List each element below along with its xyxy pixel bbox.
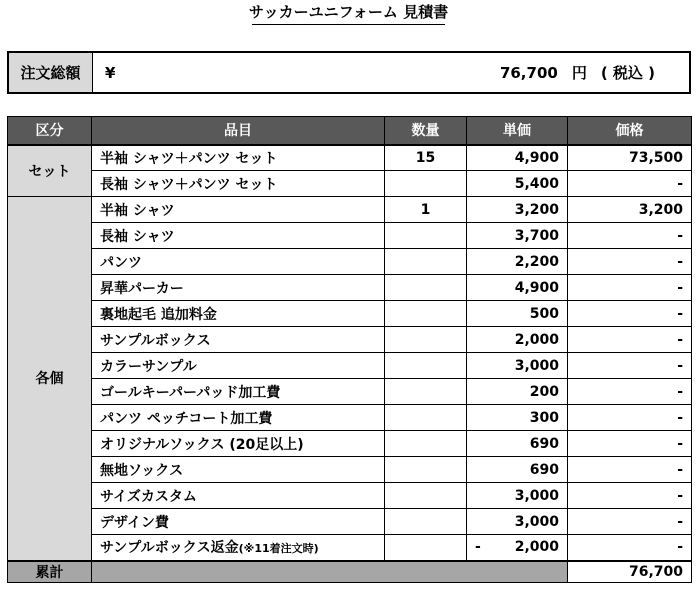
- summary-total: 76,700: [568, 561, 692, 583]
- quantity-cell: [385, 535, 467, 561]
- table-row: [8, 145, 692, 171]
- quantity-cell: [385, 171, 467, 197]
- unit-price-cell: [467, 483, 568, 509]
- table-row: [8, 353, 692, 379]
- unit-price-value: 2,000: [514, 331, 559, 348]
- order-total-box: [7, 51, 691, 94]
- quote-table: [7, 116, 692, 583]
- document-title: サッカーユニフォーム 見積書: [248, 3, 449, 21]
- unit-price-cell: [467, 275, 568, 301]
- price-cell: -: [568, 301, 692, 327]
- category-cell: 各個: [8, 197, 92, 561]
- header-quantity: 数量: [385, 117, 467, 145]
- quantity-cell: 15: [385, 145, 467, 171]
- item-cell: [92, 249, 385, 275]
- price-cell: -: [568, 327, 692, 353]
- item-cell: [92, 353, 385, 379]
- table-row: [8, 405, 692, 431]
- order-total-amount: 76,700: [499, 63, 558, 82]
- quantity-cell: [385, 301, 467, 327]
- unit-price-value: 200: [529, 383, 559, 400]
- unit-price-value: 3,000: [514, 357, 559, 374]
- item-name: 長袖 シャツ: [100, 228, 175, 245]
- item-cell: [92, 327, 385, 353]
- price-cell: -: [568, 509, 692, 535]
- unit-price-value: 3,000: [514, 487, 559, 504]
- quantity-cell: [385, 275, 467, 301]
- item-name: 昇華パーカー: [100, 280, 184, 297]
- header-row: [8, 117, 692, 145]
- currency-symbol: ¥: [105, 63, 116, 82]
- order-total-unit: 円: [571, 64, 587, 82]
- item-note: (※11着注文時): [238, 542, 319, 556]
- item-cell: [92, 509, 385, 535]
- item-cell: [92, 301, 385, 327]
- summary-filler: [92, 561, 568, 583]
- unit-price-value: 3,200: [514, 201, 559, 218]
- unit-price-cell: [467, 171, 568, 197]
- price-cell: -: [568, 249, 692, 275]
- price-cell: -: [568, 431, 692, 457]
- price-cell: 3,200: [568, 197, 692, 223]
- quantity-cell: [385, 327, 467, 353]
- unit-price-cell: [467, 353, 568, 379]
- order-total-label: 注文総額: [9, 53, 93, 92]
- item-name: ゴールキーパーパッド加工費: [100, 384, 281, 401]
- price-cell: -: [568, 353, 692, 379]
- quantity-cell: [385, 249, 467, 275]
- item-cell: [92, 275, 385, 301]
- item-name: デザイン費: [100, 514, 170, 531]
- item-name: 長袖 シャツ＋パンツ セット: [100, 176, 278, 193]
- price-cell: -: [568, 405, 692, 431]
- item-name: 半袖 シャツ: [100, 202, 175, 219]
- price-cell: -: [568, 457, 692, 483]
- table-row: [8, 249, 692, 275]
- table-row: [8, 275, 692, 301]
- unit-price-value: 4,900: [514, 149, 559, 166]
- item-name: カラーサンプル: [100, 358, 197, 375]
- unit-price-cell: [467, 431, 568, 457]
- item-name: 半袖 シャツ＋パンツ セット: [100, 150, 278, 167]
- unit-price-cell: [467, 509, 568, 535]
- unit-price-value: 4,900: [514, 279, 559, 296]
- unit-price-cell: [467, 327, 568, 353]
- item-cell: [92, 457, 385, 483]
- table-row: [8, 483, 692, 509]
- table-row: [8, 171, 692, 197]
- unit-price-value: 690: [529, 461, 559, 478]
- table-row: [8, 431, 692, 457]
- item-cell: [92, 197, 385, 223]
- unit-price-value: 2,200: [514, 253, 559, 270]
- unit-price-cell: [467, 145, 568, 171]
- item-name: パンツ ペッチコート加工費: [100, 410, 273, 427]
- item-name: サンプルボックス: [100, 332, 211, 349]
- quantity-cell: [385, 431, 467, 457]
- unit-price-value: 300: [529, 409, 559, 426]
- unit-price-value: 2,000: [514, 539, 559, 556]
- table-row: [8, 535, 692, 561]
- unit-price-cell: [467, 405, 568, 431]
- price-cell: -: [568, 171, 692, 197]
- item-cell: [92, 145, 385, 171]
- unit-price-cell: [467, 535, 568, 561]
- item-cell: [92, 223, 385, 249]
- item-name: 裏地起毛 追加料金: [100, 306, 217, 323]
- category-cell: セット: [8, 145, 92, 197]
- unit-price-cell: [467, 197, 568, 223]
- price-cell: -: [568, 275, 692, 301]
- quantity-cell: [385, 509, 467, 535]
- item-cell: [92, 535, 385, 561]
- price-cell: -: [568, 535, 692, 561]
- quantity-cell: [385, 223, 467, 249]
- unit-price-cell: [467, 379, 568, 405]
- table-row: [8, 327, 692, 353]
- item-cell: [92, 431, 385, 457]
- item-cell: [92, 379, 385, 405]
- summary-row: [8, 561, 692, 583]
- unit-price-value: 3,000: [514, 513, 559, 530]
- item-cell: [92, 171, 385, 197]
- quantity-cell: 1: [385, 197, 467, 223]
- item-name: オリジナルソックス (20足以上): [100, 436, 304, 453]
- price-cell: -: [568, 483, 692, 509]
- unit-price-cell: [467, 223, 568, 249]
- item-name: サイズカスタム: [100, 488, 197, 505]
- header-price: 価格: [568, 117, 692, 145]
- quantity-cell: [385, 379, 467, 405]
- unit-price-value: 690: [529, 435, 559, 452]
- table-row: [8, 301, 692, 327]
- table-row: [8, 197, 692, 223]
- quantity-cell: [385, 457, 467, 483]
- item-cell: [92, 483, 385, 509]
- header-category: 区分: [8, 117, 92, 145]
- unit-price-value: 3,700: [514, 227, 559, 244]
- negative-sign: -: [475, 539, 481, 556]
- title-underline: [252, 24, 445, 25]
- table-row: [8, 457, 692, 483]
- price-cell: 73,500: [568, 145, 692, 171]
- unit-price-cell: [467, 457, 568, 483]
- item-name: 無地ソックス: [100, 462, 184, 479]
- order-total-value: [153, 53, 689, 92]
- unit-price-value: 500: [529, 305, 559, 322]
- item-name: パンツ: [100, 254, 142, 271]
- item-name: サンプルボックス返金: [100, 540, 239, 557]
- quantity-cell: [385, 353, 467, 379]
- item-cell: [92, 405, 385, 431]
- table-row: [8, 379, 692, 405]
- price-cell: -: [568, 223, 692, 249]
- quantity-cell: [385, 405, 467, 431]
- unit-price-value: 5,400: [514, 175, 559, 192]
- table-row: [8, 509, 692, 535]
- table-row: [8, 223, 692, 249]
- quantity-cell: [385, 483, 467, 509]
- header-item: 品目: [92, 117, 385, 145]
- price-cell: -: [568, 379, 692, 405]
- tax-note: ( 税込 ): [600, 64, 655, 82]
- unit-price-cell: [467, 249, 568, 275]
- header-unit-price: 単価: [467, 117, 568, 145]
- unit-price-cell: [467, 301, 568, 327]
- summary-label: 累計: [8, 561, 92, 583]
